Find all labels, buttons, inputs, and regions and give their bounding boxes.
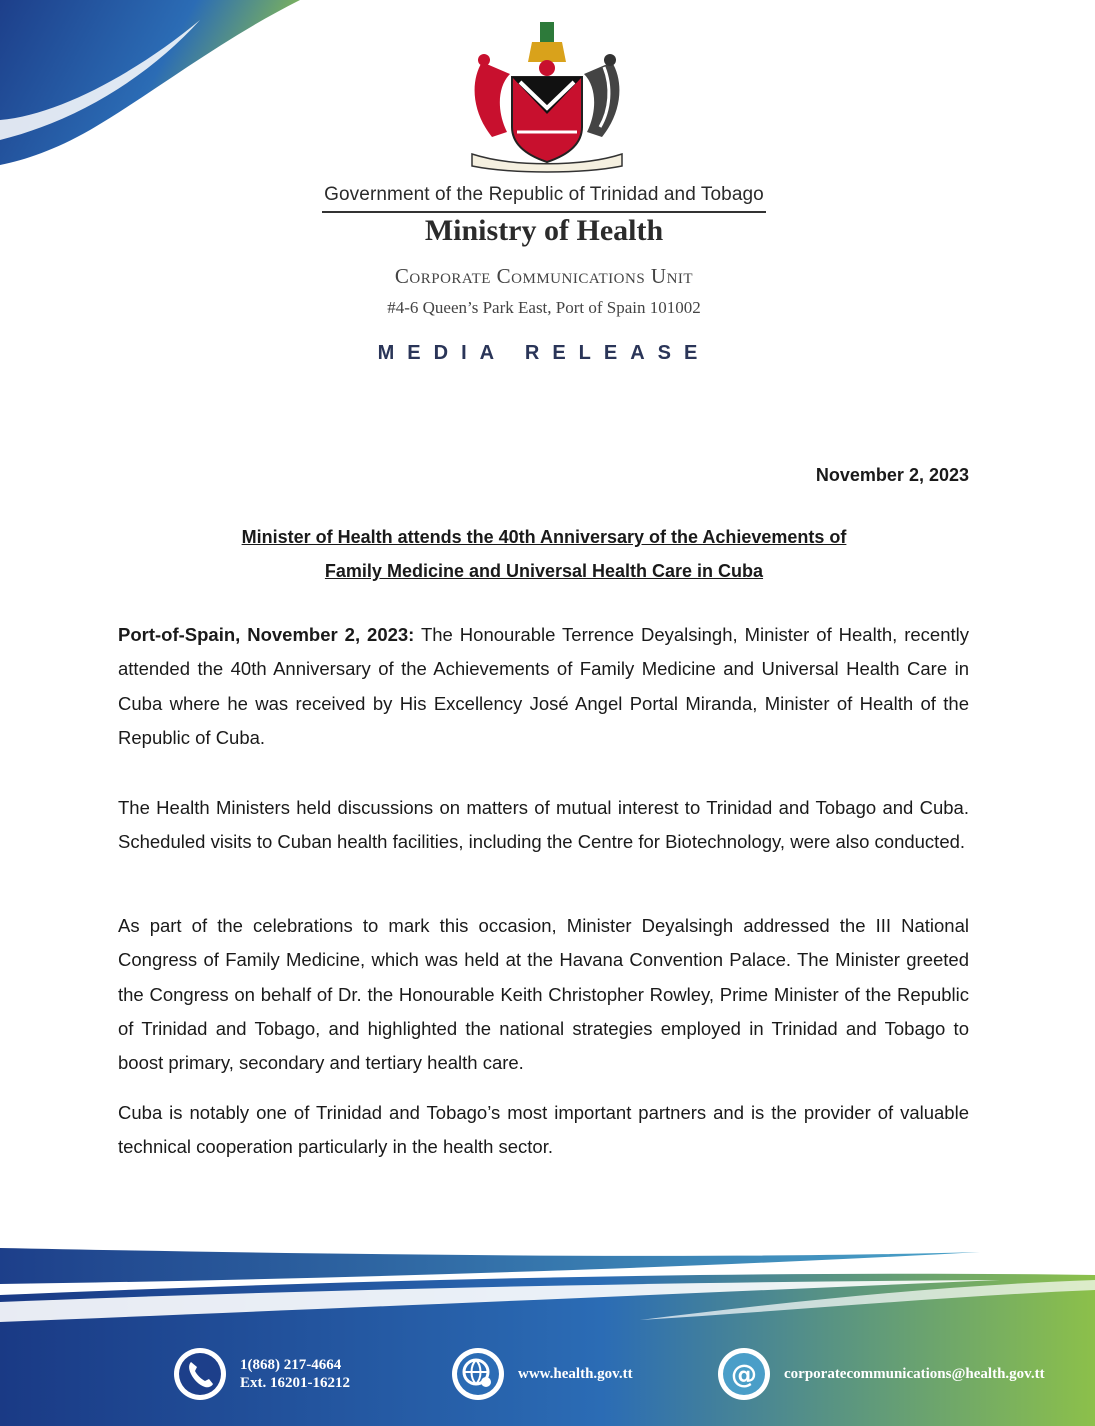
body-paragraph-4: Cuba is notably one of Trinidad and Tobago’s most important partners and is the provider of valuable technical cooperation particularly in the health sector. (118, 1102, 969, 1158)
media-release-label: MEDIA RELEASE (377, 342, 711, 364)
body-paragraph-1 (118, 618, 969, 755)
header-swoosh (0, 0, 320, 180)
footer-website (450, 1346, 633, 1402)
headline (118, 520, 970, 588)
phone-icon (172, 1346, 228, 1402)
ministry-name: Ministry of Health (424, 214, 664, 247)
website-url: www.health.gov.tt (518, 1366, 633, 1382)
phone-number: 1(868) 217-4664 (240, 1357, 342, 1373)
body-paragraph-3: As part of the celebrations to mark this occasion, Minister Deyalsingh addressed the III National Congress of Family Medicine, which was held at the Havana Convention Palace. The Minister greeted the Congress on behalf of Dr. the Honourable Keith Christopher Rowley, Prime Minister of the Republic of Trinidad and Tobago, and highlighted the national strategies employed in Trinidad and Tobago to boost primary, secondary and tertiary health care. (118, 915, 969, 1074)
release-date: November 2, 2023 (815, 465, 969, 485)
paragraph-1-text: The Honourable Terrence Deyalsingh, Minister of Health, recently attended the 40th Anniversary of the Achievements of Family Medicine and Universal Health Care in Cuba where he was received by His Excellency José Angel Portal Miranda, Minister of Health of the Republic of Cuba. (118, 624, 969, 748)
headline-line-1: Minister of Health attends the 40th Anniversary of the Achievements of (241, 527, 847, 547)
at-sign-icon (716, 1346, 772, 1402)
footer-email (716, 1346, 1045, 1402)
government-name: Government of the Republic of Trinidad and Tobago (324, 184, 764, 205)
email-address: corporatecommunications@health.gov.tt (784, 1366, 1045, 1382)
svg-text:@: @ (731, 1360, 757, 1390)
globe-icon (450, 1346, 506, 1402)
coat-of-arms-emblem (462, 22, 632, 174)
dateline: Port-of-Spain, November 2, 2023: (118, 624, 415, 645)
header-divider (322, 211, 766, 213)
phone-extension: Ext. 16201-16212 (240, 1375, 350, 1391)
footer-phone (172, 1346, 350, 1402)
body-paragraph-2: The Health Ministers held discussions on matters of mutual interest to Trinidad and Tobago and Cuba. Scheduled visits to Cuban health facilities, including the Centre for Biotechnology, were also conducted. (118, 797, 969, 853)
unit-address: #4-6 Queen’s Park East, Port of Spain 101002 (387, 298, 701, 317)
unit-name: Corporate Communications Unit (394, 264, 694, 288)
headline-line-2: Family Medicine and Universal Health Care in Cuba (324, 561, 764, 581)
